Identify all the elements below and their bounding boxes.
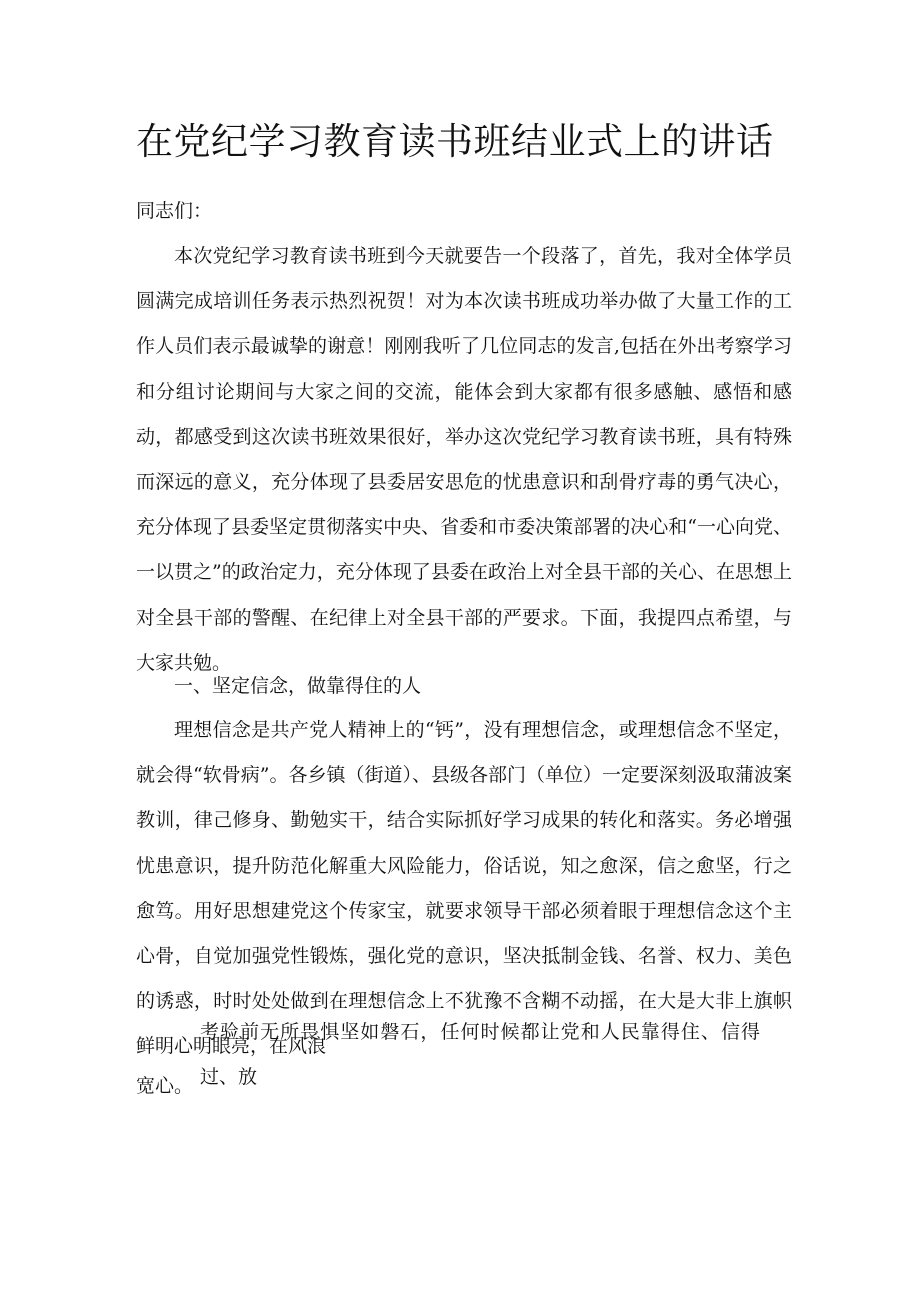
- document-title: 在党纪学习教育读书班结业式上的讲话: [136, 120, 774, 163]
- salutation: 同志们：: [136, 200, 213, 222]
- paragraph-section-1: 理想信念是共产党人精神上的“钙”，没有理想信念，或理想信念不坚定，就会得“软骨病”。各乡镇（街道）、县级各部门（单位）一定要深刻汲取蒲波案教训，律己修身、勤勉实干，结合实际抓好学习成果的转化和落实。务必增强忧患意识，提升防范化解重大风险能力，俗话说，知之愈深，信之愈坚，行之愈笃。用好思想建党这个传家宝，就要求领导干部必须着眼于理想信念这个主心骨，自觉加强党性锻炼，强化党的意识，坚决抵制金钱、名誉、权力、美色的诱惑，时时处处做到在理想信念上不犹豫不含糊不动摇，在大是大非上旗帜鲜明心明眼亮，在风浪: [136, 719, 792, 1058]
- paragraph-opening: 本次党纪学习教育读书班到今天就要告一个段落了，首先，我对全体学员圆满完成培训任务表示热烈祝贺！对为本次读书班成功举办做了大量工作的工作人员们表示最诚挚的谢意！刚刚我听了几位同志的发言,包括在外出考察学习和分组讨论期间与大家之间的交流，能体会到大家都有很多感触、感悟和感动，都感受到这次读书班效果很好，举办这次党纪学习教育读书班，具有特殊而深远的意义，充分体现了县委居安思危的忧患意识和刮骨疗毒的勇气决心，充分体现了县委坚定贯彻落实中央、省委和市委决策部署的决心和“一心向党、一以贯之”的政治定力，充分体现了县委在政治上对全县干部的关心、在思想上对全县干部的警醒、在纪律上对全县干部的严要求。下面，我提四点希望，与大家共勉。: [136, 245, 792, 674]
- paragraph-ending: 宽心。: [136, 1075, 194, 1097]
- paragraph-continuation: 考验前无所畏惧坚如磐石，任何时候都让党和人民靠得住、信得过、放: [200, 1021, 760, 1089]
- section-heading-1: 一、坚定信念，做靠得住的人: [174, 675, 422, 697]
